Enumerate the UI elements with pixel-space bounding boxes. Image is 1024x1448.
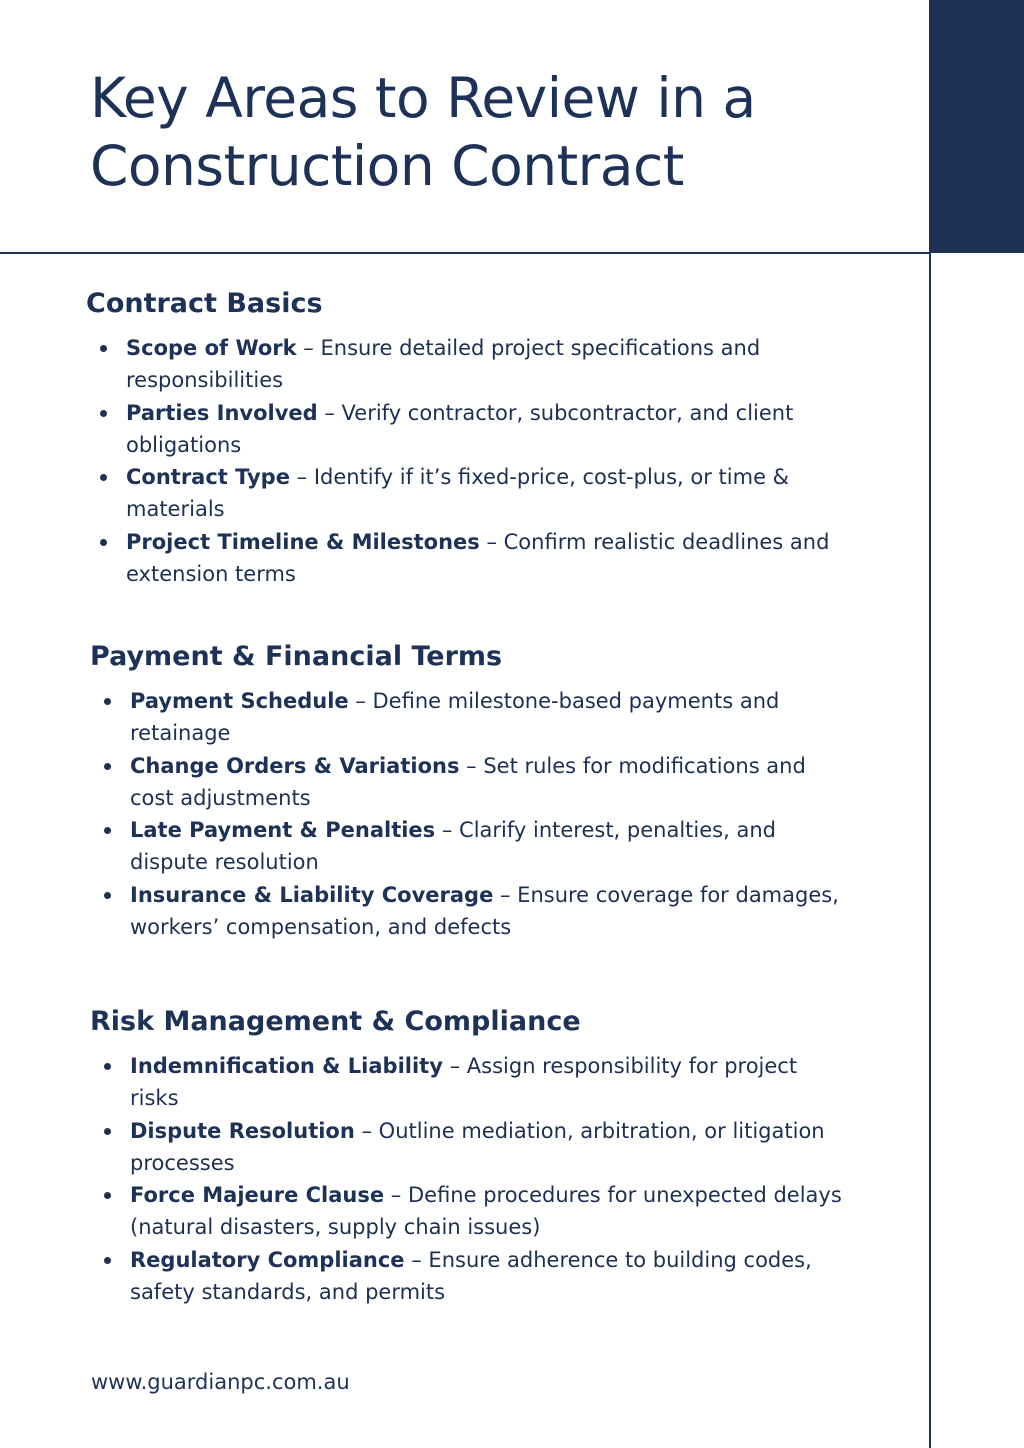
item-text: Identify if it’s fixed-price, cost-plus, or time & materials: [126, 465, 790, 522]
item-text: Set rules for modifications and cost adjustments: [130, 753, 806, 810]
item-separator: –: [404, 1247, 429, 1272]
bullet-icon: [104, 1128, 111, 1135]
item-separator: –: [493, 882, 518, 907]
item-label: Change Orders & Variations: [130, 753, 460, 778]
item-separator: –: [317, 400, 342, 425]
list-item: [90, 1050, 850, 1115]
item-label: Regulatory Compliance: [130, 1247, 405, 1272]
bullet-list: [90, 1050, 850, 1308]
bullet-icon: [100, 474, 107, 481]
section-contract-basics: [86, 286, 846, 590]
list-item: [86, 397, 846, 462]
item-text: Confirm realistic deadlines and extension terms: [126, 529, 830, 587]
bullet-icon: [104, 1063, 111, 1070]
section-heading: Contract Basics: [86, 288, 323, 319]
item-text: Verify contractor, subcontractor, and client obligations: [126, 400, 794, 457]
vertical-divider: [929, 253, 931, 1448]
item-separator: –: [479, 529, 504, 554]
list-item: [90, 685, 850, 750]
item-label: Indemnification & Liability: [130, 1054, 443, 1078]
item-text: Assign responsibility for project risks: [130, 1054, 798, 1111]
bullet-list: [86, 332, 846, 590]
page-title: [90, 64, 920, 200]
header-divider: [0, 252, 931, 254]
bullet-icon: [100, 539, 107, 546]
list-item: [90, 750, 850, 815]
bullet-list: [90, 685, 850, 943]
item-text: Ensure adherence to building codes, safety standards, and permits: [130, 1247, 812, 1305]
list-item: [86, 526, 846, 591]
section-heading: Risk Management & Compliance: [90, 1006, 581, 1037]
bullet-icon: [100, 410, 107, 417]
list-item: [86, 332, 846, 397]
item-label: Contract Type: [126, 465, 290, 490]
bullet-icon: [104, 892, 111, 899]
page-title-line-2: Construction Contract: [90, 134, 684, 198]
page-title-line-1: Key Areas to Review in a: [90, 66, 756, 130]
item-separator: –: [348, 689, 373, 713]
list-item: [90, 1179, 850, 1244]
list-item: [90, 879, 850, 944]
item-label: Insurance & Liability Coverage: [130, 882, 494, 907]
item-label: Scope of Work: [126, 336, 297, 360]
bullet-icon: [104, 763, 111, 770]
item-separator: –: [354, 1118, 379, 1143]
item-text: Ensure coverage for damages, workers’ compensation, and defects: [130, 882, 839, 940]
item-label: Force Majeure Clause: [130, 1183, 385, 1208]
item-separator: –: [384, 1183, 408, 1208]
bullet-icon: [104, 1192, 111, 1199]
item-text: Clarify interest, penalties, and dispute resolution: [130, 818, 776, 875]
bullet-icon: [104, 827, 111, 834]
bullet-icon: [104, 1257, 111, 1264]
item-separator: –: [459, 753, 484, 778]
list-item: [86, 461, 846, 526]
item-label: Payment Schedule: [130, 689, 349, 713]
bullet-icon: [100, 345, 107, 352]
item-separator: –: [296, 336, 321, 360]
item-separator: –: [442, 1054, 467, 1078]
item-text: Outline mediation, arbitration, or litigation processes: [130, 1118, 825, 1175]
section-risk-management-compliance: [90, 1004, 850, 1308]
corner-accent-block: [929, 0, 1024, 253]
bullet-icon: [104, 698, 111, 705]
item-label: Parties Involved: [126, 400, 318, 425]
item-label: Dispute Resolution: [130, 1118, 355, 1143]
section-payment-financial-terms: [90, 639, 850, 943]
item-separator: –: [289, 465, 314, 490]
list-item: [90, 814, 850, 879]
item-text: Ensure detailed project specifications and responsibilities: [126, 336, 761, 393]
section-heading: Payment & Financial Terms: [90, 641, 503, 672]
item-label: Project Timeline & Milestones: [126, 529, 480, 554]
list-item: [90, 1244, 850, 1309]
item-text: Define milestone-based payments and retainage: [130, 689, 780, 746]
item-separator: –: [435, 818, 460, 843]
item-label: Late Payment & Penalties: [130, 818, 436, 843]
item-text: Define procedures for unexpected delays (natural disasters, supply chain issues): [130, 1183, 842, 1240]
footer-website-link[interactable]: www.guardianpc.com.au: [91, 1370, 350, 1394]
list-item: [90, 1115, 850, 1180]
